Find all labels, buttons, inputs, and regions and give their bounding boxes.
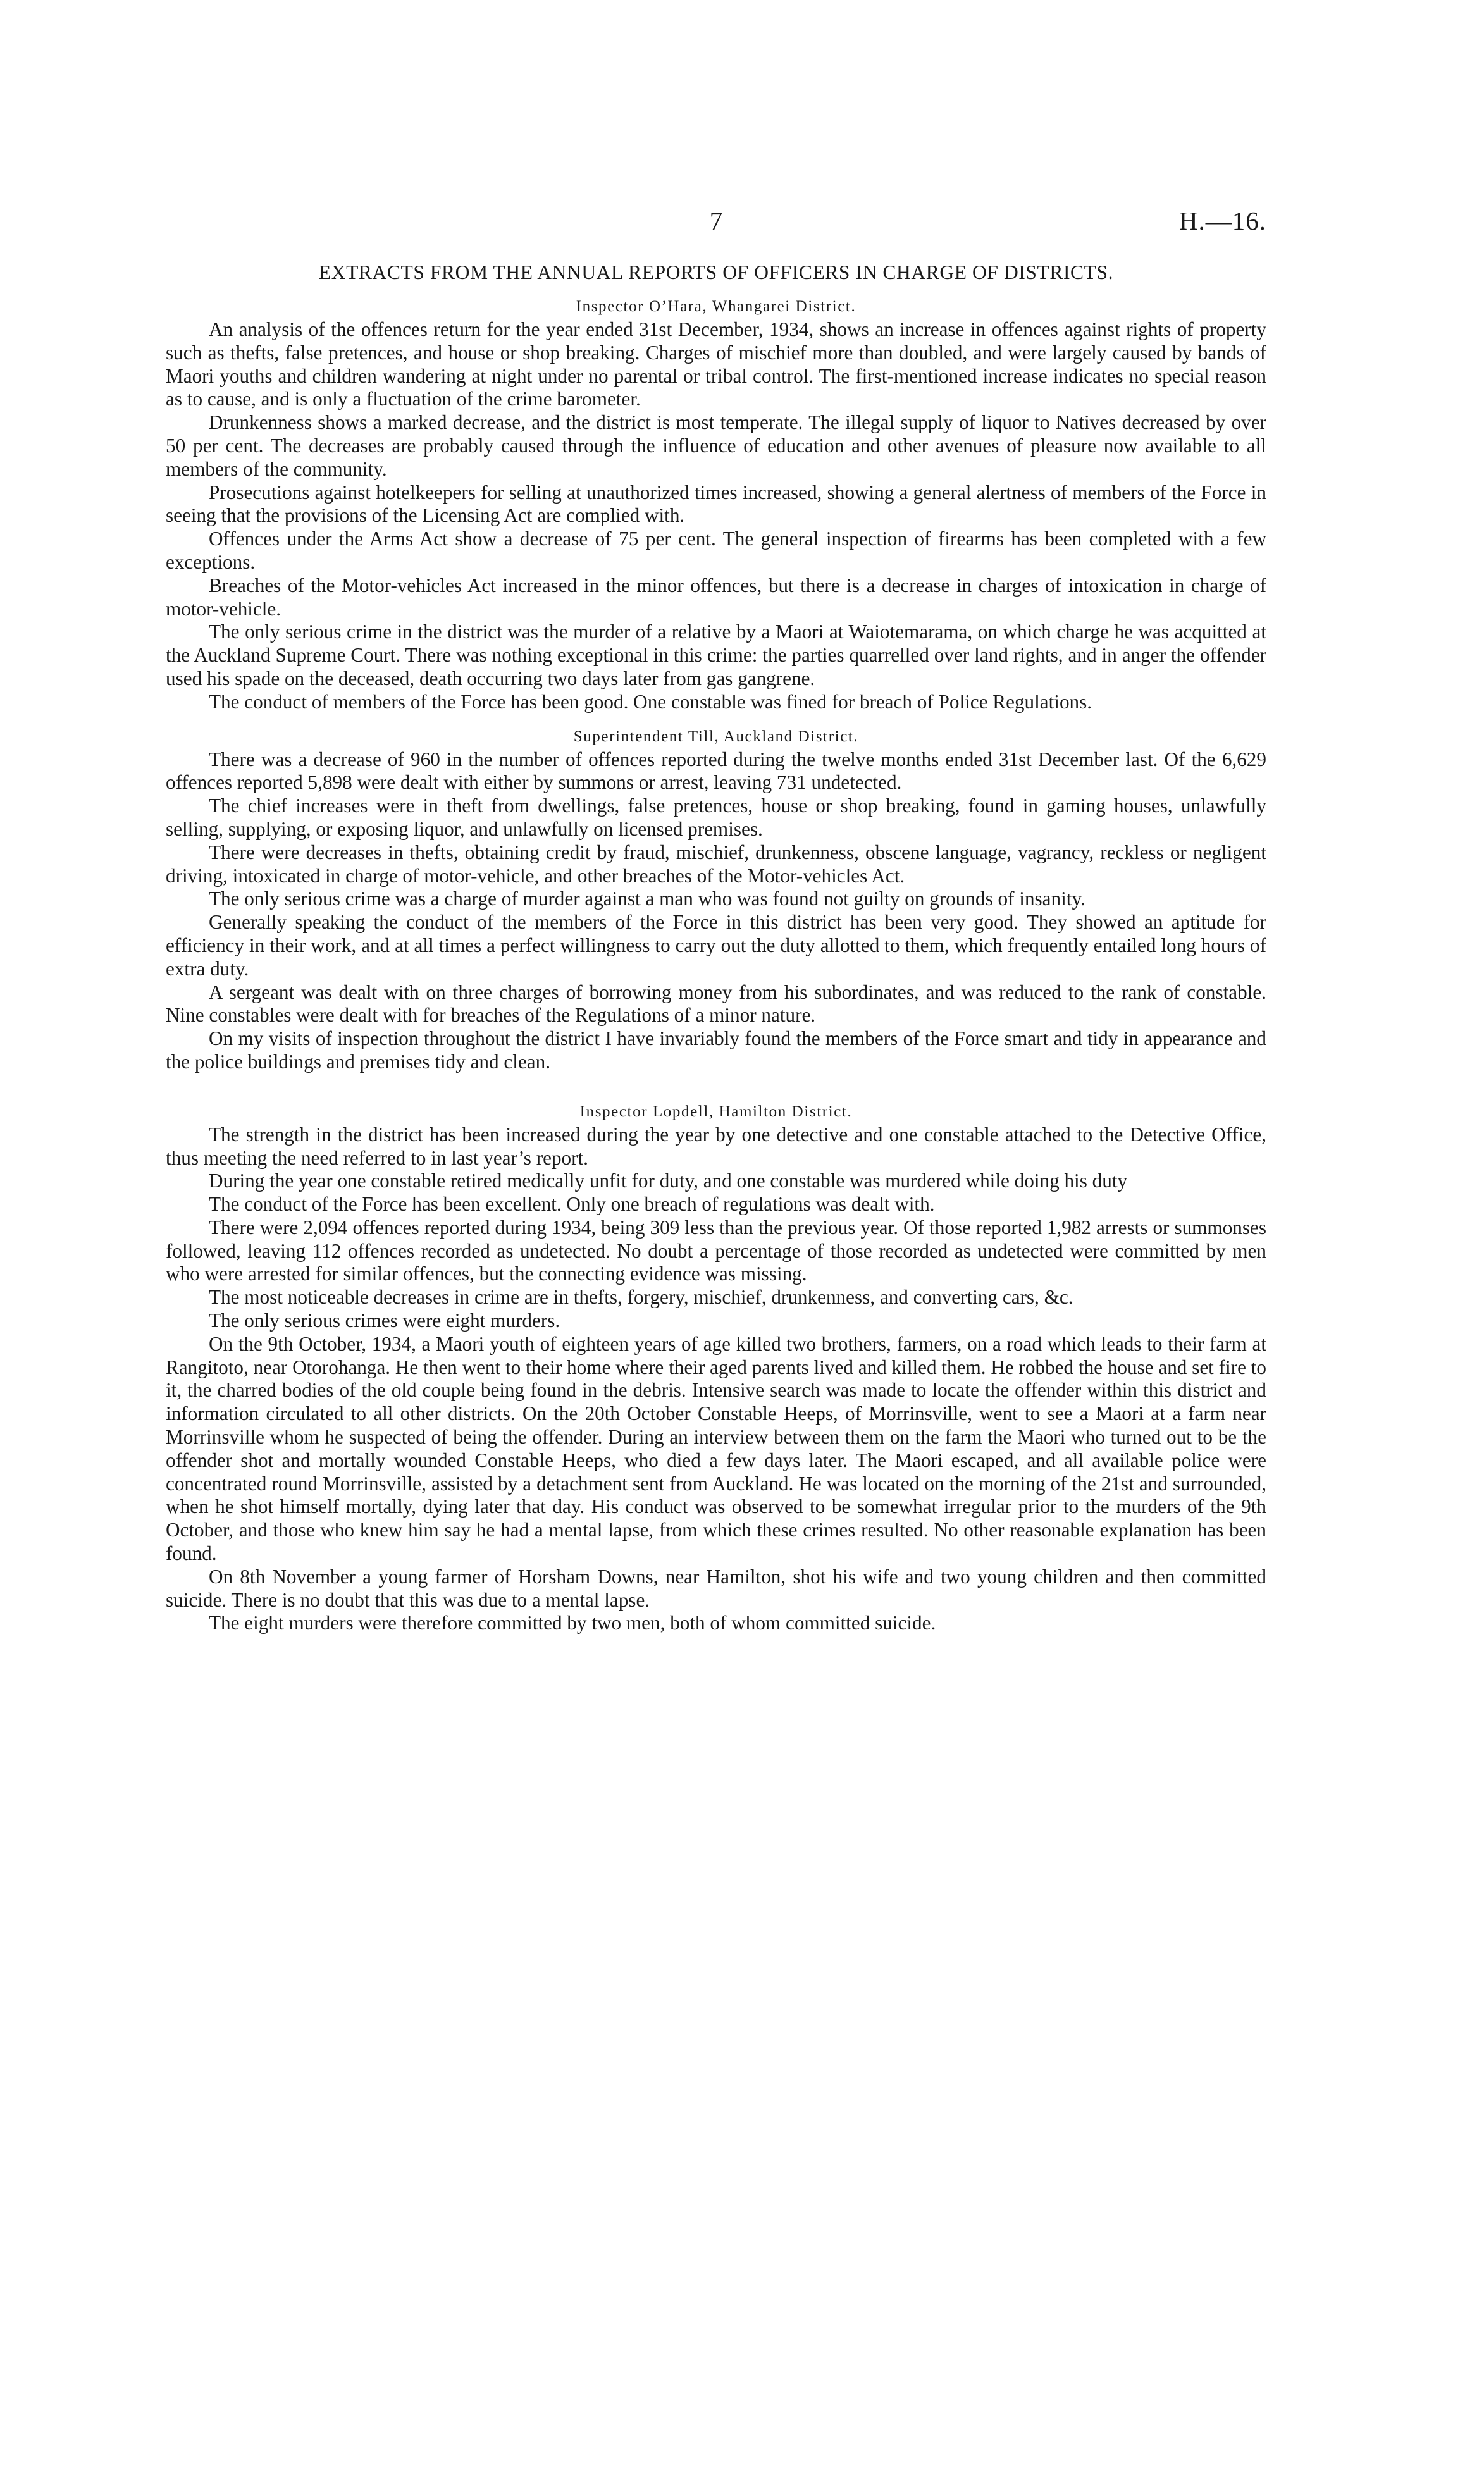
paragraph: Breaches of the Motor-vehicles Act increased in the minor offences, but there is a decrease in charges of intoxication in charge of motor-vehicle.: [166, 574, 1266, 620]
section-auckland: [166, 728, 1266, 1074]
paragraph: Offences under the Arms Act show a decrease of 75 per cent. The general inspection of firearms has been completed with a few exceptions.: [166, 528, 1266, 573]
section-heading: Inspector O’Hara, Whangarei District.: [576, 298, 856, 315]
paragraph: The only serious crimes were eight murders.: [209, 1309, 560, 1332]
section-heading: Superintendent Till, Auckland District.: [573, 727, 859, 745]
document-title: EXTRACTS FROM THE ANNUAL REPORTS OF OFFICERS IN CHARGE OF DISTRICTS.: [318, 261, 1114, 283]
section-whangarei: [166, 298, 1266, 714]
paragraph: The strength in the district has been increased during the year by one detective and one constable attached to the Detective Office, thus meeting the need referred to in last year’s report.: [166, 1123, 1266, 1169]
section-hamilton: [166, 1103, 1266, 1636]
paragraph: On my visits of inspection throughout the district I have invariably found the members of the Force smart and tidy in appearance and the police buildings and premises tidy and clean.: [166, 1027, 1266, 1073]
paragraph: The only serious crime in the district was the murder of a relative by a Maori at Waiotemarama, on which charge he was acquitted at the Auckland Supreme Court. There was nothing exceptional in this crime: the parties quarrelled over land rights, and in anger the offender used his spade on the deceased, death occurring two days later from gas gangrene.: [166, 621, 1266, 689]
document-reference: H.—16.: [1178, 206, 1266, 235]
paragraph: There was a decrease of 960 in the number of offences reported during the twelve months ended 31st December last. Of the 6,629 offences reported 5,898 were dealt with either by summons or arrest, leaving 731 undetected.: [166, 748, 1266, 794]
paragraph: A sergeant was dealt with on three charges of borrowing money from his subordinates, and was reduced to the rank of constable. Nine constables were dealt with for breaches of the Regulations of a minor nature.: [166, 980, 1266, 1027]
paragraph: On the 9th October, 1934, a Maori youth of eighteen years of age killed two brothers, farmers, on a road which leads to their farm at Rangitoto, near Otorohanga. He then went to their home where their aged parents lived and killed them. He robbed the house and set fire to it, the charred bodies of the old couple being found in the debris. Intensive search was made to locate the offender within this district and information circulated to all other districts. On the 20th October Constable Heeps, of Morrinsville, went to see a Maori at a farm near Morrinsville whom he suspected of being the offender. During an interview between them on the farm the Maori who turned out to be the offender shot and mortally wounded Constable Heeps, who died a few days later. The Maori escaped, and all available police were concentrated round Morrinsville, assisted by a detachment sent from Auckland. He was located on the morning of the 21st and surrounded, when he shot himself mortally, dying later that day. His conduct was observed to be somewhat irregular prior to the murders of the 9th October, and those who knew him say he had a mental lapse, from which these crimes resulted. No other reasonable explanation has been found.: [166, 1332, 1266, 1565]
paragraph: The most noticeable decreases in crime are in thefts, forgery, mischief, drunkenness, and converting cars, &c.: [209, 1286, 1073, 1309]
paragraph: Prosecutions against hotelkeepers for selling at unauthorized times increased, showing a general alertness of members of the Force in seeing that the provisions of the Licensing Act are complied with.: [166, 481, 1266, 527]
paragraph: On 8th November a young farmer of Horsham Downs, near Hamilton, shot his wife and two young children and then committed suicide. There is no doubt that this was due to a mental lapse.: [166, 1565, 1266, 1611]
paragraph: Generally speaking the conduct of the members of the Force in this district has been very good. They showed an aptitude for efficiency in their work, and at all times a perfect willingness to carry out the duty allotted to them, which frequently entailed long hours of extra duty.: [166, 911, 1266, 980]
paragraph: The conduct of members of the Force has been good. One constable was fined for breach of Police Regulations.: [209, 690, 1092, 713]
paragraph: The chief increases were in theft from dwellings, false pretences, house or shop breaking, found in gaming houses, unlawfully selling, supplying, or exposing liquor, and unlawfully on licensed premises.: [166, 794, 1266, 840]
paragraph: Drunkenness shows a marked decrease, and the district is most temperate. The illegal supply of liquor to Natives decreased by over 50 per cent. The decreases are probably caused through the influence of education and other avenues of pleasure now available to all members of the community.: [166, 411, 1266, 480]
paragraph: The eight murders were therefore committed by two men, both of whom committed suicide.: [209, 1612, 936, 1635]
paragraph: An analysis of the offences return for the year ended 31st December, 1934, shows an increase in offences against rights of property such as thefts, false pretences, and house or shop breaking. Charges of mischief more than doubled, and were largely caused by bands of Maori youths and children wandering at night under no parental or tribal control. The first-mentioned increase indicates no special reason as to cause, and is only a fluctuation of the crime barometer.: [166, 318, 1266, 411]
paragraph: There were decreases in thefts, obtaining credit by fraud, mischief, drunkenness, obscene language, vagrancy, reckless or negligent driving, intoxicated in charge of motor-vehicle, and other breaches of the Motor-vehicles Act.: [166, 841, 1266, 887]
document-page: [166, 206, 1266, 1635]
page-header: [166, 206, 1266, 244]
section-heading: Inspector Lopdell, Hamilton District.: [579, 1103, 853, 1120]
paragraph: The conduct of the Force has been excellent. Only one breach of regulations was dealt with.: [209, 1193, 935, 1216]
paragraph: The only serious crime was a charge of murder against a man who was found not guilty on grounds of insanity.: [209, 887, 1085, 910]
paragraph: There were 2,094 offences reported during 1934, being 309 less than the previous year. Of those reported 1,982 arrests or summonses followed, leaving 112 offences recorded as undetected. No doubt a percentage of those recorded as undetected were committed by men who were arrested for similar offences, but the connecting evidence was missing.: [166, 1216, 1266, 1285]
page-number: 7: [709, 206, 723, 235]
paragraph: During the year one constable retired medically unfit for duty, and one constable was murdered while doing his duty: [209, 1170, 1128, 1192]
